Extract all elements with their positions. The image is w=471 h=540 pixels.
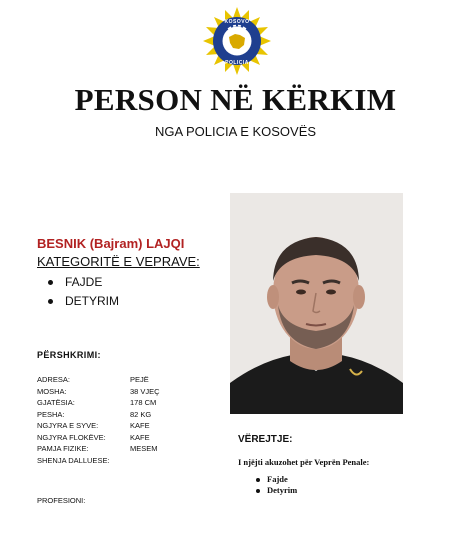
description-label: GJATËSIA: [37, 398, 75, 407]
remarks-text: I njëjti akuzohet për Veprën Penale: [238, 457, 370, 467]
bullet-icon [256, 478, 260, 482]
kosovo-police-logo [202, 6, 272, 76]
description-label: NGJYRA FLOKËVE: [37, 432, 106, 442]
description-value: 178 CM [130, 398, 157, 407]
profession-label: PROFESIONI: [37, 496, 86, 505]
crime-category: DETYRIM [65, 294, 119, 308]
description-label: NGJYRA E SYVE: [37, 421, 99, 430]
list-item [48, 292, 119, 311]
description-label: PESHA: [37, 409, 65, 419]
svg-text:POLICIA: POLICIA [225, 60, 249, 66]
description-row [37, 443, 190, 455]
description-row [37, 397, 190, 409]
suspect-name: BESNIK (Bajram) LAJQI [37, 236, 185, 251]
description-row [37, 432, 190, 444]
description-label: MOSHA: [37, 386, 67, 396]
remark-item: Fajde [267, 474, 288, 484]
description-table [37, 374, 190, 466]
description-label: ADRESA: [37, 375, 70, 384]
description-value: 38 VJEÇ [130, 386, 160, 396]
description-value: PEJË [130, 375, 149, 384]
description-heading: PËRSHKRIMI: [37, 350, 101, 360]
crime-categories-heading: KATEGORITË E VEPRAVE: [37, 254, 200, 269]
crime-category-list [48, 273, 119, 311]
list-item [256, 474, 297, 485]
description-row [37, 455, 190, 467]
description-value: KAFE [130, 421, 150, 430]
remarks-list [256, 474, 297, 496]
page-subtitle: NGA POLICIA E KOSOVËS [154, 124, 317, 139]
remarks-heading: VËREJTJE: [238, 434, 293, 445]
description-value [130, 455, 190, 467]
suspect-photo [230, 193, 403, 414]
bullet-icon [256, 489, 260, 493]
description-row [37, 374, 190, 386]
description-value: 82 KG [130, 409, 152, 419]
bullet-icon [48, 280, 53, 285]
list-item [256, 485, 297, 496]
description-value: MESEM [130, 444, 158, 453]
list-item [48, 273, 119, 292]
crime-category: FAJDE [65, 275, 103, 289]
description-row [37, 409, 190, 421]
description-label: PAMJA FIZIKE: [37, 444, 89, 453]
bullet-icon [48, 299, 53, 304]
description-row [37, 420, 190, 432]
description-value: KAFE [130, 432, 150, 442]
description-row [37, 386, 190, 398]
svg-text:KOSOVO: KOSOVO [224, 19, 250, 25]
description-label: SHENJA DALLUESE: [37, 455, 110, 465]
page-title: PERSON NË KËRKIM [74, 82, 397, 117]
remark-item: Detyrim [267, 485, 298, 495]
